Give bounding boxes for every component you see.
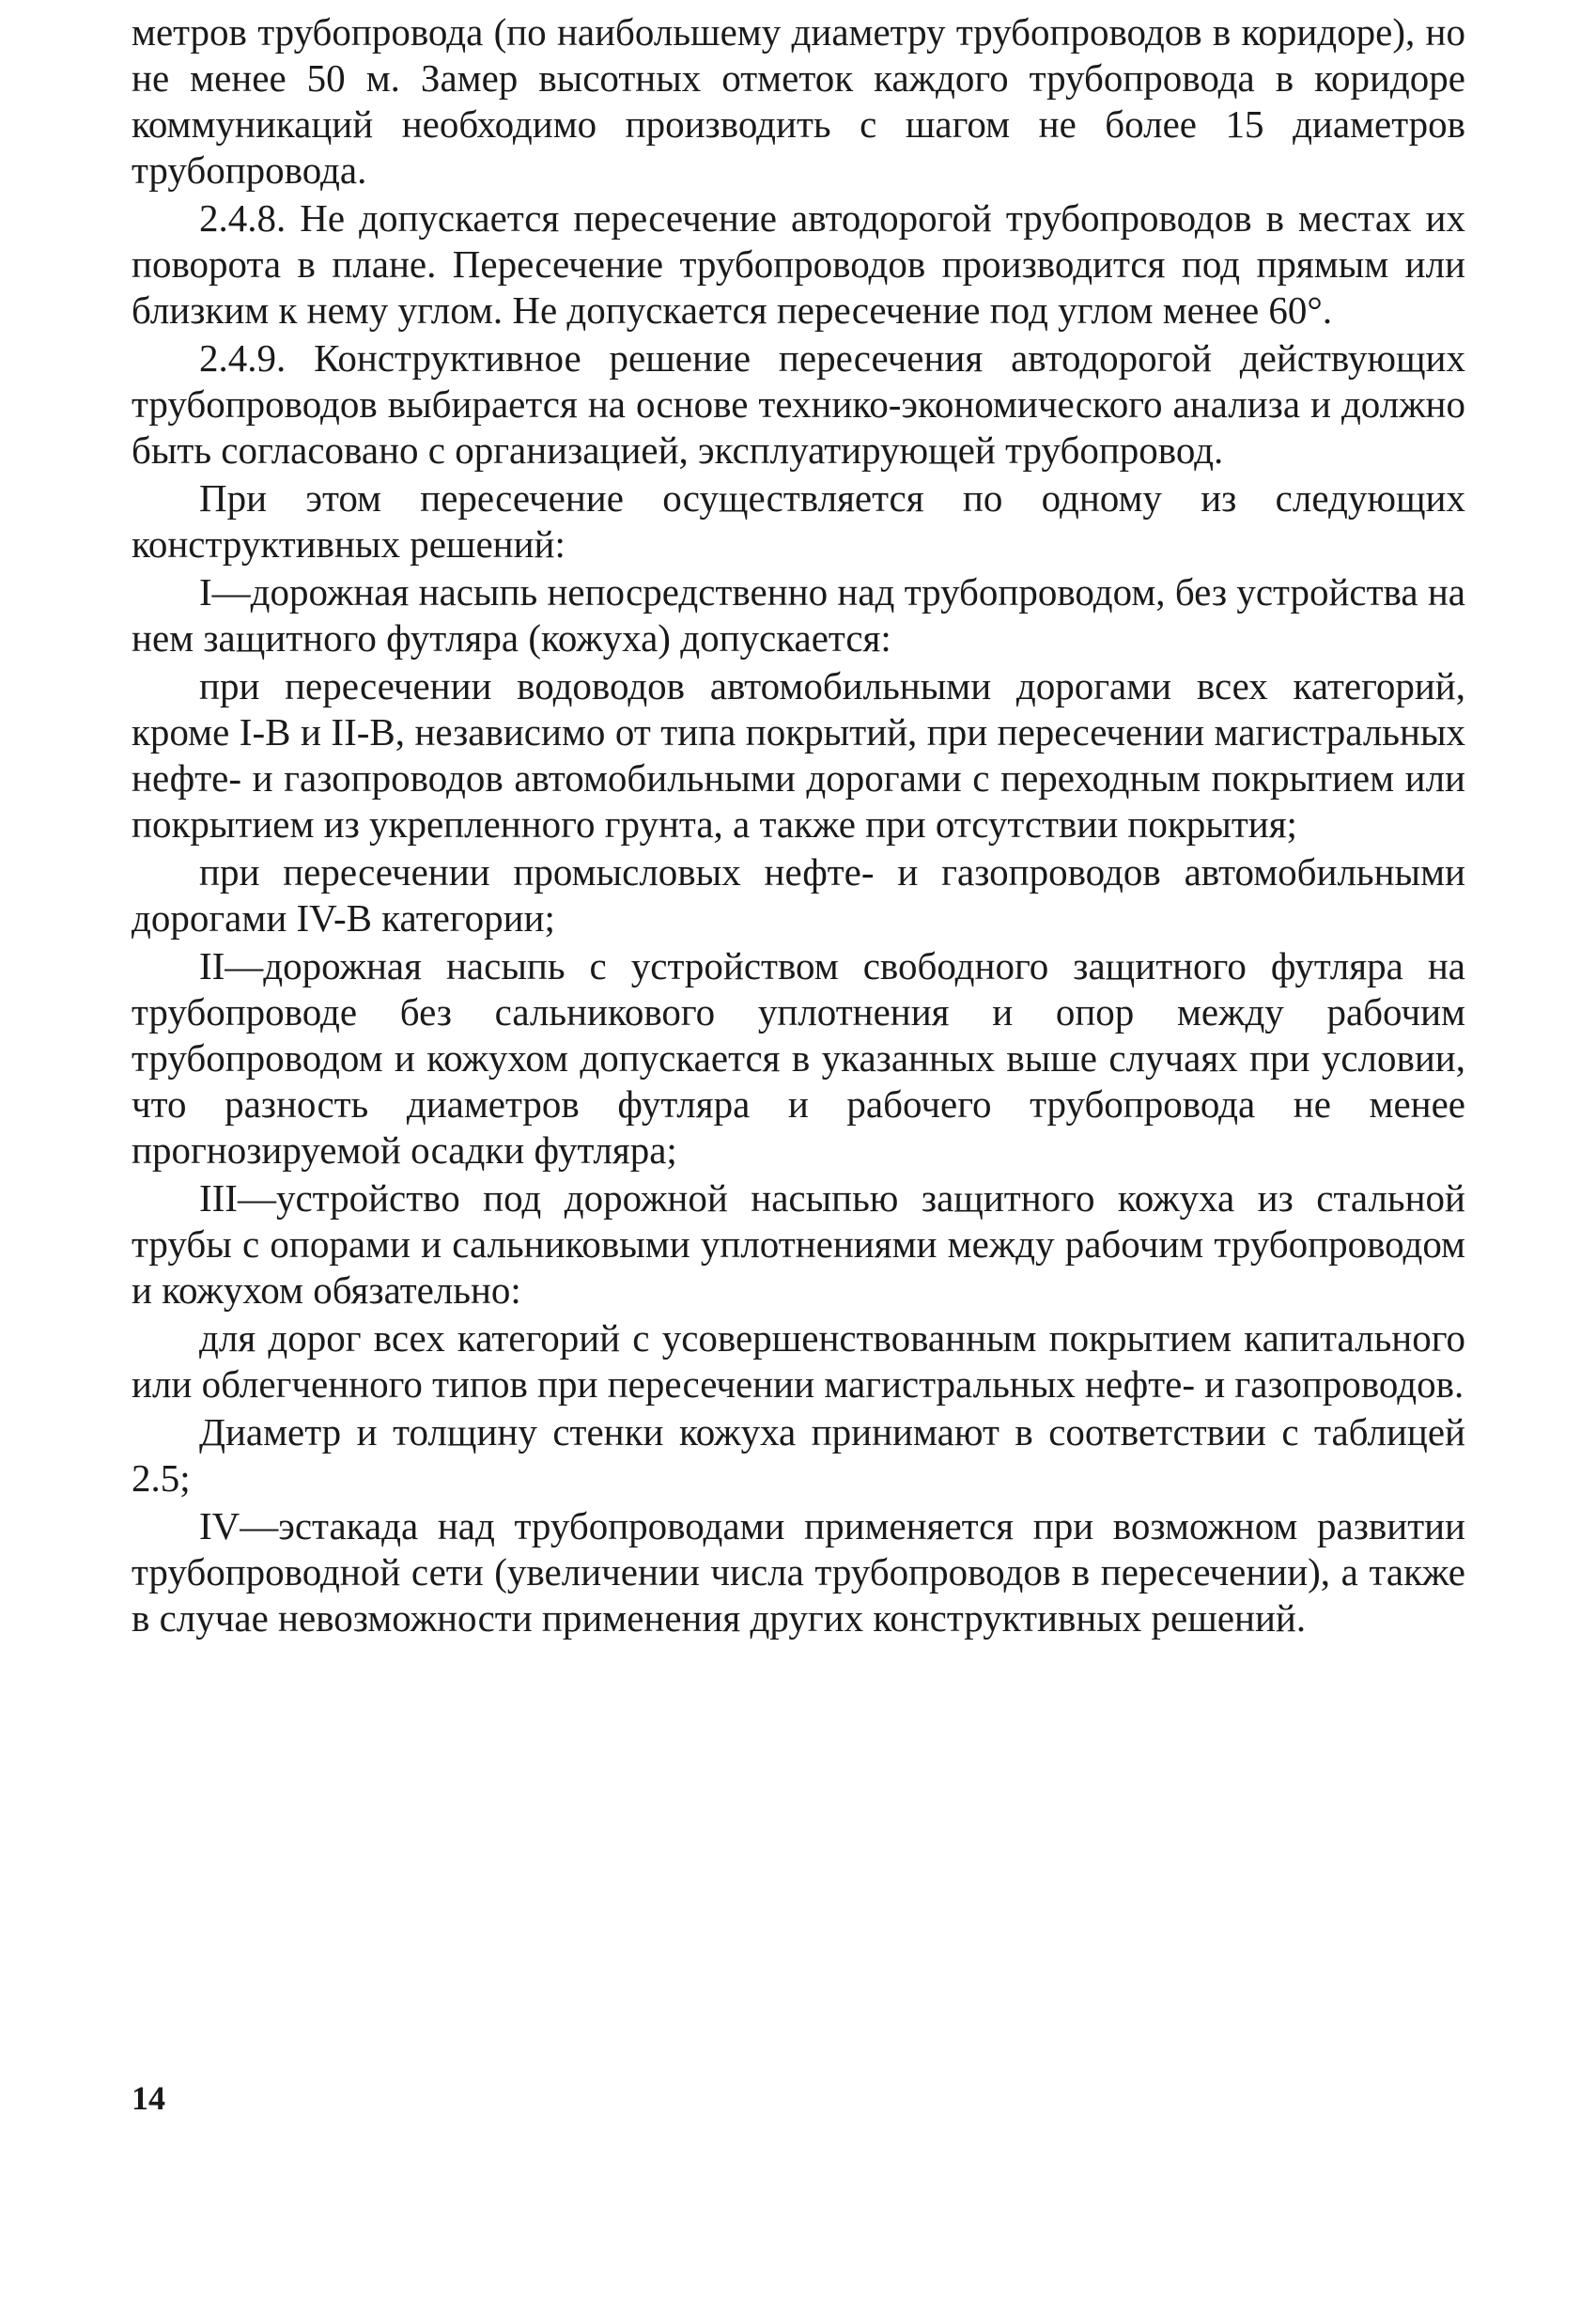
- paragraph: Диаметр и толщину стенки кожуха принимают в соответствии с таблицей 2.5;: [132, 1410, 1465, 1500]
- paragraph: при пересечении промысловых нефте- и газопроводов автомобильными дорогами IV-В категории;: [132, 850, 1465, 940]
- paragraph: II—дорожная насыпь с устройством свободного защитного футляра на трубопроводе без сальникового уплотнения и опор между рабочим трубопроводом и кожухом допускается в указанных выше случаях при условии, что разность диаметров футляра и рабочего трубопровода не менее прогнозируемой осадки футляра;: [132, 944, 1465, 1172]
- paragraph: при пересечении водоводов автомобильными дорогами всех категорий, кроме I-В и II-В, независимо от типа покрытий, при пересечении магистральных нефте- и газопроводов автомобильными дорогами с переходным покрытием или покрытием из укрепленного грунта, а также при отсутствии покрытия;: [132, 664, 1465, 846]
- paragraph: 2.4.8. Не допускается пересечение автодорогой трубопроводов в местах их поворота в плане. Пересечение трубопроводов производится под прямым или близким к нему углом. Не допускается пересечение под углом менее 60°.: [132, 196, 1465, 332]
- page-number: 14: [132, 2079, 165, 2117]
- paragraph: для дорог всех категорий с усовершенствованным покрытием капитального или облегченного типов при пересечении магистральных нефте- и газопроводов.: [132, 1316, 1465, 1406]
- paragraph: метров трубопровода (по наибольшему диаметру трубопроводов в коридоре), но не менее 50 м. Замер высотных отметок каждого трубопровода в коридоре коммуникаций необходимо производить с шагом не более 15 диаметров трубопровода.: [132, 10, 1465, 192]
- page-body: [132, 9, 1465, 1643]
- paragraph: 2.4.9. Конструктивное решение пересечения автодорогой действующих трубопроводов выбирается на основе технико-экономического анализа и должно быть согласовано с организацией, эксплуатирующей трубопровод.: [132, 336, 1465, 472]
- paragraph: III—устройство под дорожной насыпью защитного кожуха из стальной трубы с опорами и сальниковыми уплотнениями между рабочим трубопроводом и кожухом обязательно:: [132, 1176, 1465, 1312]
- paragraph: IV—эстакада над трубопроводами применяется при возможном развитии трубопроводной сети (увеличении числа трубопроводов в пересечении), а также в случае невозможности применения других конструктивных решений.: [132, 1504, 1465, 1640]
- paragraph: I—дорожная насыпь непосредственно над трубопроводом, без устройства на нем защитного футляра (кожуха) допускается:: [132, 570, 1465, 660]
- paragraph: При этом пересечение осуществляется по одному из следующих конструктивных решений:: [132, 476, 1465, 566]
